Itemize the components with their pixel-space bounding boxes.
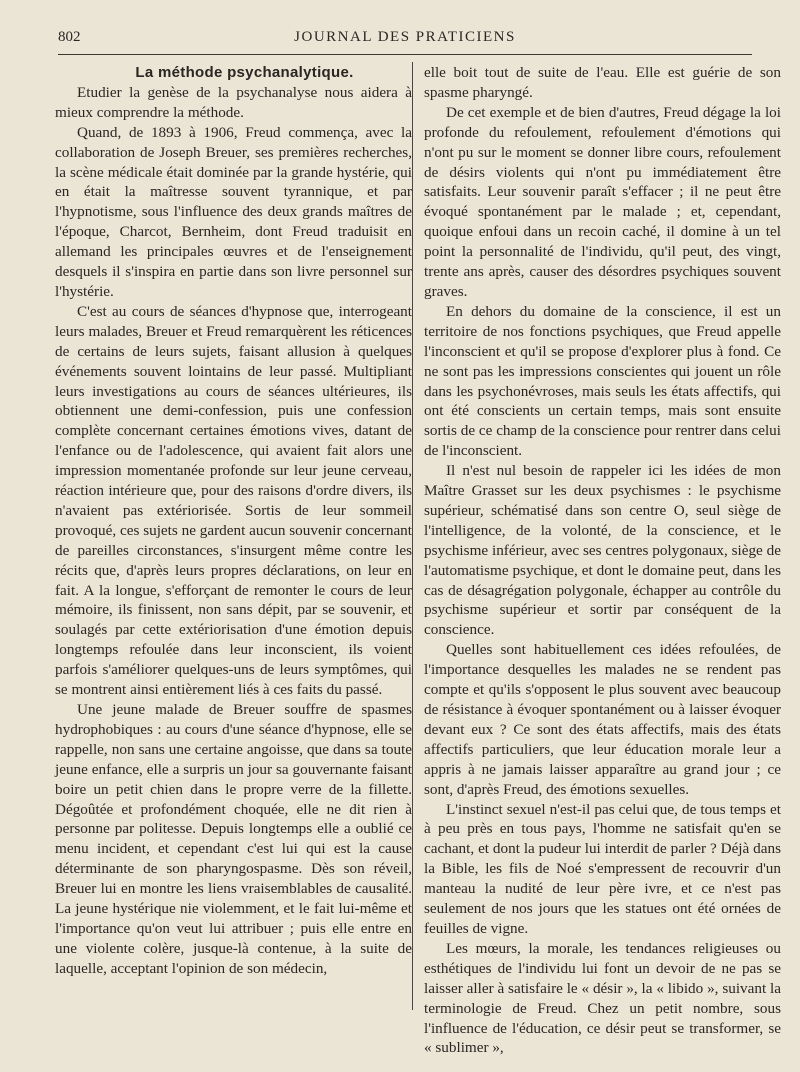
- paragraph: L'instinct sexuel n'est-il pas celui que, de tous temps et à peu près en tous pays, l'homme ne satisfait qu'en se cachant, et dont la pudeur lui interdit de parler ? Déjà dans la Bible, les fils de Noé s'empressent de recouvrir d'un manteau la nudité de leur père ivre, et ce n'est pas seulement de nos jours que les statues ont été ornées de feuilles de vigne.: [424, 800, 781, 937]
- running-header: [58, 26, 752, 55]
- paragraph: Quelles sont habituellement ces idées refoulées, de l'importance desquelles les malades ne se rendent pas compte et qu'ils s'opposent le plus souvent avec beaucoup de résistance à évoquer spontanément ou à laisser évoquer devant eux ? Ce sont des états affectifs, mais des états affectifs particuliers, que leur éducation morale leur a appris à ne jamais laisser apparaître au grand jour ; ce sont, d'après Freud, des émotions sexuelles.: [424, 641, 781, 798]
- paragraph: En dehors du domaine de la conscience, il est un territoire de nos fonctions psychiques, que Freud appelle l'inconscient et qu'il se propose d'explorer plus à fond. Ce ne sont pas les impressions conscientes qui jouent un rôle dans les psychonévroses, mais seuls les états affectifs, qui ont été conscients un certain temps, mais sont ensuite sortis de ce champ de la conscience pour rentrer dans celui de l'inconscient.: [424, 302, 781, 460]
- section-title: La méthode psychanalytique.: [135, 64, 354, 81]
- paragraph: Etudier la genèse de la psychanalyse nous aidera à mieux comprendre la méthode.: [55, 83, 412, 121]
- paragraph: Une jeune malade de Breuer souffre de spasmes hydrophobiques : au cours d'une séance d'hypnose, elle se rappelle, non sans une certaine angoisse, que dans sa toute jeune enfance, elle a surpris un jour sa gouvernante faisant boire un petit chien dans le propre verre de la fillette. Dégoûtée et profondément choquée, elle ne dit rien à personne par politesse. Depuis longtemps elle a oublié ce menu incident, et cependant c'est lui qui est la cause déterminante de son pharyngospasme. Dès son réveil, Breuer lui en montre les liens vraisemblables de causalité. La jeune hystérique nie violemment, et le fait lui-même et l'importance qu'on veut lui attribuer ; puis elle entre en une violente colère, jusque-là contenue, à la suite de laquelle, acceptant l'opinion de son médecin,: [55, 701, 412, 977]
- paragraph: Il n'est nul besoin de rappeler ici les idées de mon Maître Grasset sur les deux psychismes : le psychisme supérieur, schématisé dans son centre O, seul siège de l'intelligence, de la volonté, de la conscience, et le psychisme inférieur, avec ses centres polygonaux, siège de l'automatisme psychique, et dont le domaine peut, dans les cas de désagrégation polygonale, échapper au contrôle du psychisme supérieur et sortir par conséquent de la conscience.: [424, 462, 781, 639]
- paragraph: De cet exemple et de bien d'autres, Freud dégage la loi profonde du refoulement, refoulement d'émotions qui n'ont pu sur le moment se donner libre cours, refoulement de désirs violents qui n'ont pu immédiatement être satisfaits. Leur souvenir paraît s'effacer ; il ne peut être évoqué spontanément par le malade ; et, cependant, quoique enfoui dans un recoin caché, il domine à un tel point la personnalité de l'individu, qu'il peut, des vingt, trente ans après, causer des désordres psychiques souvent graves.: [424, 103, 781, 300]
- left-column: [55, 63, 412, 979]
- paragraph: Quand, de 1893 à 1906, Freud commença, avec la collaboration de Joseph Breuer, ses premières recherches, la scène médicale était dominée par la grande hystérie, qui en était la maîtresse souvent tyrannique, et par l'hypnotisme, sous l'influence des deux grands maîtres de l'époque, Charcot, Bernheim, dont Freud traduisit en allemand les principales œuvres et de l'enseignement desquels il s'inspira en partie dans son livre personnel sur l'hystérie.: [55, 123, 412, 300]
- paragraph: elle boit tout de suite de l'eau. Elle est guérie de son spasme pharyngé.: [424, 64, 781, 101]
- journal-title: JOURNAL DES PRATICIENS: [294, 29, 516, 45]
- paragraph: C'est au cours de séances d'hypnose que, interrogeant leurs malades, Breuer et Freud remarquèrent les réticences de certains de leurs sujets, faisant allusion à quelques événements souvent lointains de leur passé. Multipliant leurs investigations au cours de séances ultérieures, ils obtiennent une demi-confession, puis une confession complète concernant certaines émotions vives, datant de l'enfance ou de l'adolescence, qui avaient fait alors une impression momentanée profonde sur leur jeune cerveau, réaction intérieure que, pour des raisons d'ordre divers, ils n'avaient pas extériorisée. Sortis de leur sommeil provoqué, ces sujets ne gardent aucun souvenir concernant de pareilles circonstances, s'insurgent même contre les récits que, d'après leurs propres déclarations, on leur en fait. A la longue, s'efforçant de remonter le cours de leur mémoire, ils finissent, non sans dépit, par se souvenir, et soulagés par cette extériorisation d'une émotion depuis longtemps refoulée dans leur inconscient, ils voient parfois s'améliorer quelques-uns de leurs symptômes, qui se montrent ainsi entièrement liés à ces faits du passé.: [55, 302, 412, 699]
- column-divider: [412, 62, 413, 1010]
- paragraph: Les mœurs, la morale, les tendances religieuses ou esthétiques de l'individu lui font un devoir de ne pas se laisser aller à satisfaire le « désir », la « libido », suivant la terminologie de Freud. Chez un petit nombre, sous l'influence de l'éducation, ce désir peut se transformer, se « sublimer »,: [424, 939, 781, 1057]
- page-number: 802: [58, 29, 81, 45]
- right-column: [424, 63, 781, 1058]
